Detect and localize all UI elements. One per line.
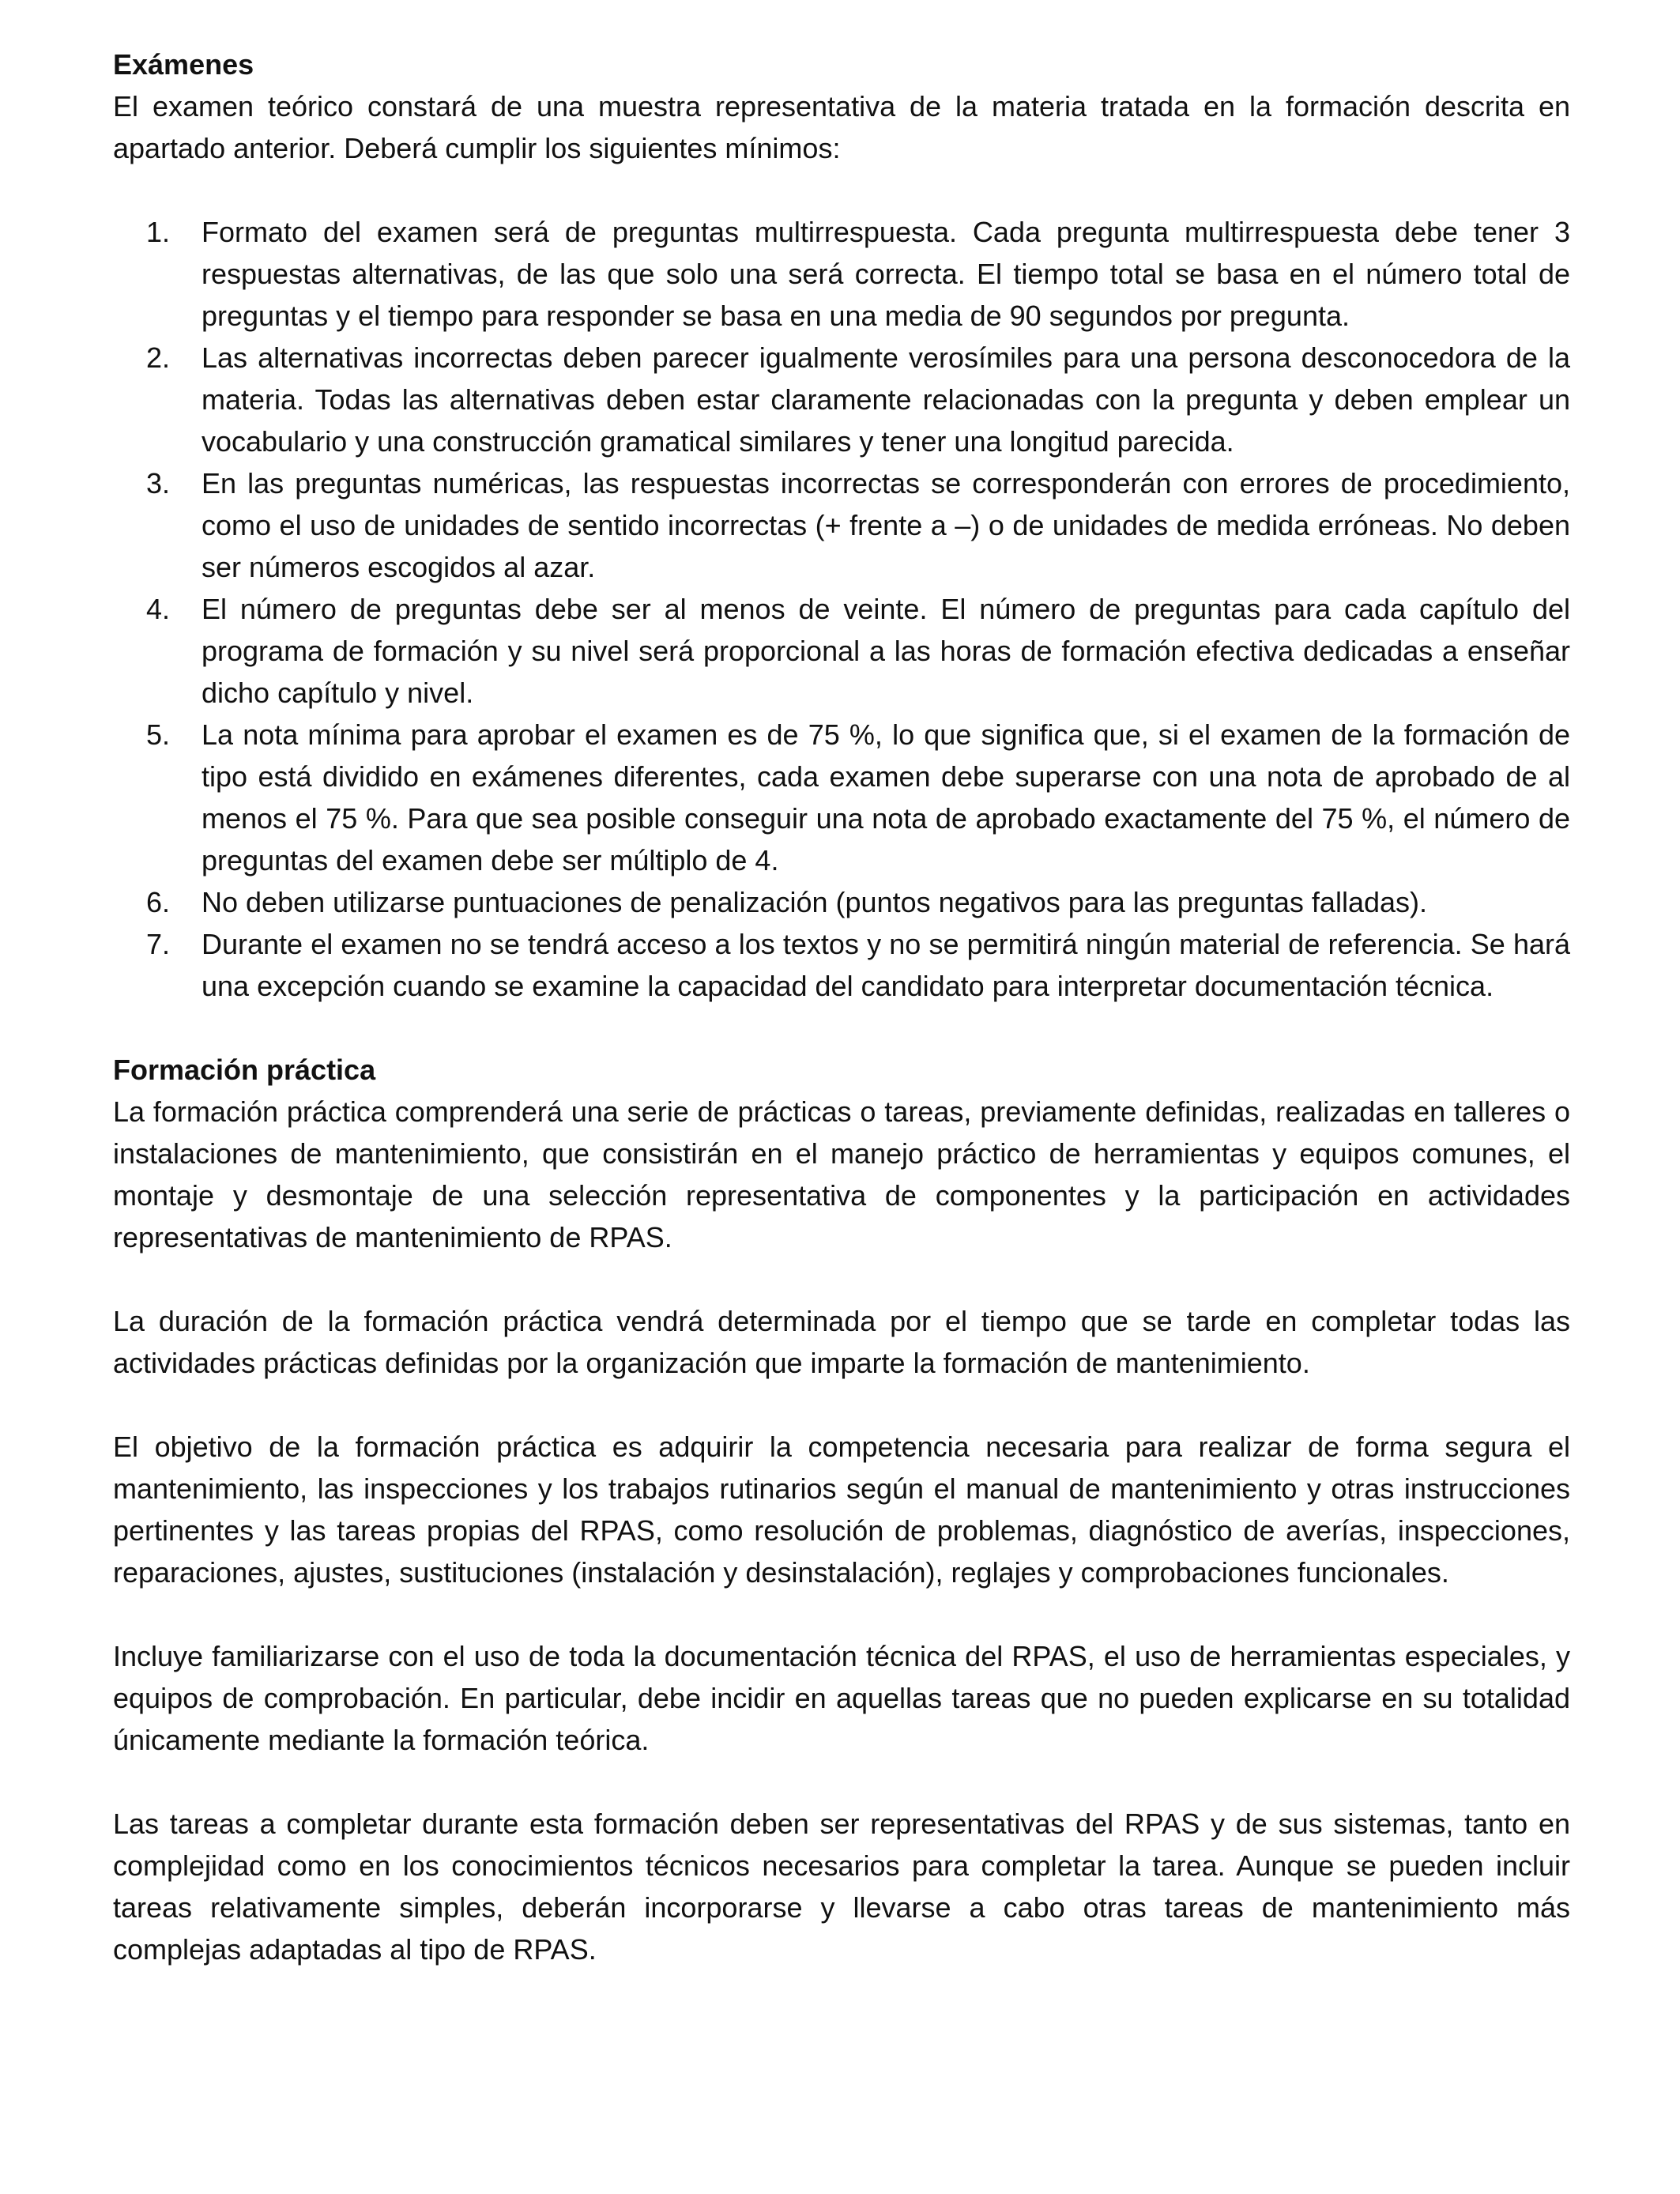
spacer (113, 1007, 1570, 1049)
list-item (113, 881, 1570, 923)
paragraph: El objetivo de la formación práctica es adquirir la competencia necesaria para realizar de forma segura el mantenimiento, las inspecciones y los trabajos rutinarios según el manual de mantenimiento y otras instrucciones pertinentes y las tareas propias del RPAS, como resolución de problemas, diagnóstico de averías, inspecciones, reparaciones, ajustes, sustituciones (instalación y desinstalación), reglajes y comprobaciones funcionales. (113, 1431, 1570, 1589)
list-item (113, 714, 1570, 881)
spacer (113, 169, 1570, 211)
list-item (113, 337, 1570, 462)
requirements-list (113, 211, 1570, 1007)
paragraph: Incluye familiarizarse con el uso de toda la documentación técnica del RPAS, el uso de herramientas especiales, y equipos de comprobación. En particular, debe incidir en aquellas tareas que no pueden explicarse en su totalidad únicamente mediante la formación teórica. (113, 1640, 1570, 1756)
list-item-number: 5. (146, 718, 171, 751)
paragraph: La duración de la formación práctica vendrá determinada por el tiempo que se tarde en completar todas las actividades prácticas definidas por la organización que imparte la formación de mantenimiento. (113, 1305, 1570, 1379)
list-item (113, 923, 1570, 1007)
list-item-number: 1. (146, 216, 171, 248)
section-heading-examenes: Exámenes (113, 48, 254, 81)
list-item-number: 3. (146, 467, 171, 499)
list-item-number: 7. (146, 928, 171, 960)
list-item-text: Formato del examen será de preguntas multirrespuesta. Cada pregunta multirrespuesta debe tener 3 respuestas alternativas, de las que solo una será correcta. El tiempo total se basa en el número total de preguntas y el tiempo para responder se basa en una media de 90 segundos por pregunta. (202, 216, 1570, 332)
list-item-number: 4. (146, 593, 171, 625)
list-item-text: Las alternativas incorrectas deben parecer igualmente verosímiles para una persona desconocedora de la materia. Todas las alternativas deben estar claramente relacionadas con la pregunta y deben emplear un vocabulario y una construcción gramatical similares y tener una longitud parecida. (202, 341, 1570, 458)
paragraph: Las tareas a completar durante esta formación deben ser representativas del RPAS y de sus sistemas, tanto en complejidad como en los conocimientos técnicos necesarios para completar la tarea. Aunque se pueden incluir tareas relativamente simples, deberán incorporarse y llevarse a cabo otras tareas de mantenimiento más complejas adaptadas al tipo de RPAS. (113, 1808, 1570, 1966)
list-item-number: 2. (146, 341, 171, 374)
list-item-text: El número de preguntas debe ser al menos de veinte. El número de preguntas para cada capítulo del programa de formación y su nivel será proporcional a las horas de formación efectiva dedicadas a enseñar dicho capítulo y nivel. (202, 593, 1570, 709)
spacer (113, 1384, 1570, 1426)
spacer (113, 1761, 1570, 1803)
list-item-text: En las preguntas numéricas, las respuestas incorrectas se corresponderán con errores de procedimiento, como el uso de unidades de sentido incorrectas (+ frente a –) o de unidades de medida erróneas. No deben ser números escogidos al azar. (202, 467, 1570, 583)
spacer (113, 1258, 1570, 1300)
list-item-text: Durante el examen no se tendrá acceso a los textos y no se permitirá ningún material de referencia. Se hará una excepción cuando se examine la capacidad del candidato para interpretar documentación técnica. (202, 928, 1570, 1002)
section-heading-formacion-practica: Formación práctica (113, 1054, 376, 1086)
list-item-text: No deben utilizarse puntuaciones de penalización (puntos negativos para las preguntas falladas). (202, 886, 1428, 918)
list-item (113, 462, 1570, 588)
list-item (113, 588, 1570, 714)
list-item-number: 6. (146, 886, 171, 918)
paragraph: La formación práctica comprenderá una serie de prácticas o tareas, previamente definidas, realizadas en talleres o instalaciones de mantenimiento, que consistirán en el manejo práctico de herramientas y equipos comunes, el montaje y desmontaje de una selección representativa de componentes y la participación en actividades representativas de mantenimiento de RPAS. (113, 1095, 1570, 1253)
spacer (113, 1593, 1570, 1635)
list-item (113, 211, 1570, 337)
list-item-text: La nota mínima para aprobar el examen es de 75 %, lo que significa que, si el examen de la formación de tipo está dividido en exámenes diferentes, cada examen debe superarse con una nota de aprobado de al menos el 75 %. Para que sea posible conseguir una nota de aprobado exactamente del 75 %, el número de preguntas del examen debe ser múltiplo de 4. (202, 718, 1570, 876)
examenes-intro: El examen teórico constará de una muestra representativa de la materia tratada en la formación descrita en apartado anterior. Deberá cumplir los siguientes mínimos: (113, 90, 1570, 164)
